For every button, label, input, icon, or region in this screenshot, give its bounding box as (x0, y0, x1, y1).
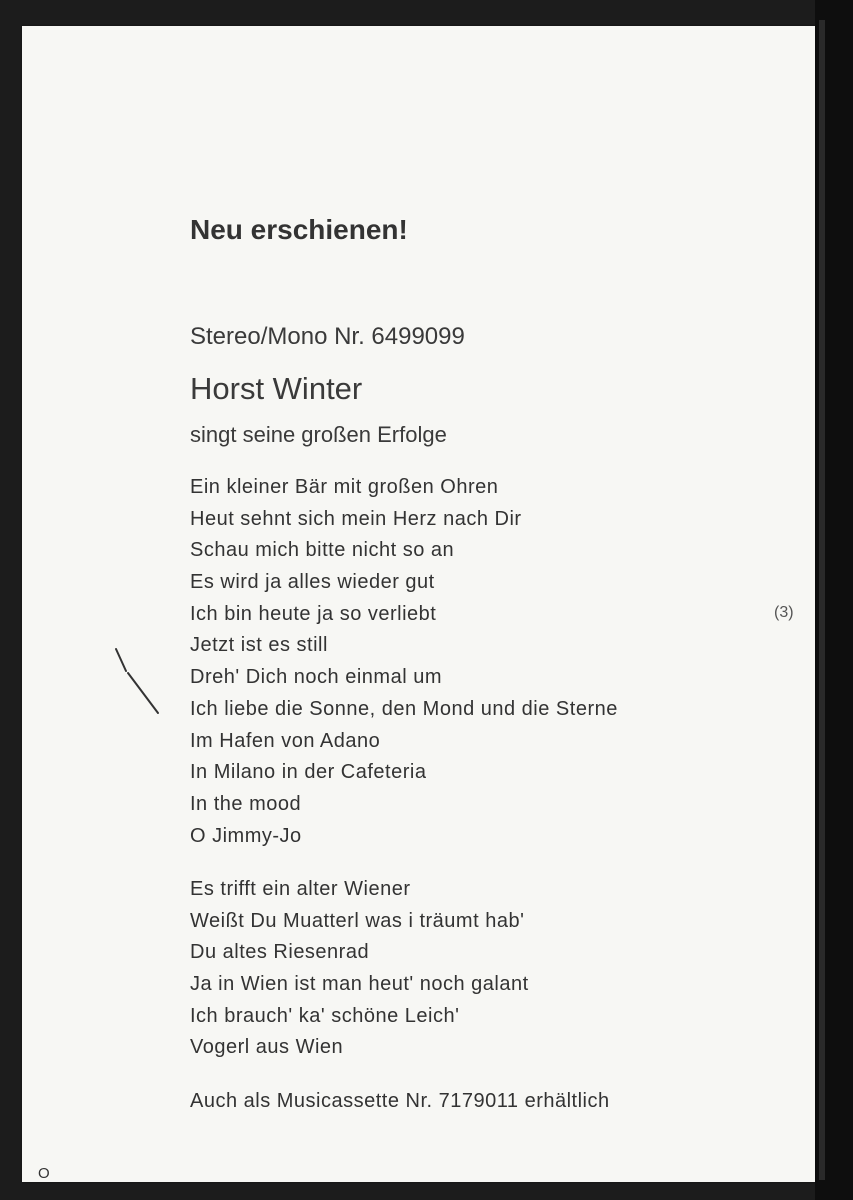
track-item: Ich liebe die Sonne, den Mond und die Sterne (190, 697, 618, 720)
track-item: Ja in Wien ist man heut' noch galant (190, 973, 529, 996)
track-item: Schau mich bitte nicht so an (190, 539, 455, 562)
catalog-number: Stereo/Mono Nr. 6499099 (190, 323, 465, 350)
corner-mark: O (38, 1165, 50, 1182)
track-item: Weißt Du Muatterl was i träumt hab' (190, 909, 525, 932)
track-item: Vogerl aus Wien (190, 1036, 344, 1059)
track-item: Heut sehnt sich mein Herz nach Dir (190, 507, 522, 530)
tracklist-group-2 (190, 874, 529, 1064)
track-item: Jetzt ist es still (190, 634, 328, 657)
track-item: In Milano in der Cafeteria (190, 761, 427, 784)
dark-background-strip (815, 0, 853, 1200)
cassette-note: Auch als Musicassette Nr. 7179011 erhältlich (190, 1090, 610, 1112)
background-edge (819, 20, 825, 1180)
track-item: Ich bin heute ja so verliebt (190, 602, 437, 625)
track-item: Ein kleiner Bär mit großen Ohren (190, 476, 499, 498)
track-item: Es wird ja alles wieder gut (190, 571, 435, 594)
track-item: Es trifft ein alter Wiener (190, 878, 411, 900)
pen-stroke-mark (112, 645, 162, 717)
tracklist-group-1 (190, 472, 618, 852)
track-item: Im Hafen von Adano (190, 729, 381, 752)
track-item: O Jimmy-Jo (190, 824, 302, 847)
headline: Neu erschienen! (190, 214, 408, 245)
track-item: In the mood (190, 792, 302, 815)
track-item: Dreh' Dich noch einmal um (190, 666, 442, 689)
album-subtitle: singt seine großen Erfolge (190, 422, 447, 447)
track-item: Du altes Riesenrad (190, 941, 370, 964)
track-item: Ich brauch' ka' schöne Leich' (190, 1004, 460, 1027)
margin-mark: (3) (774, 604, 794, 621)
artist-name: Horst Winter (190, 371, 363, 406)
printed-card (22, 26, 815, 1182)
